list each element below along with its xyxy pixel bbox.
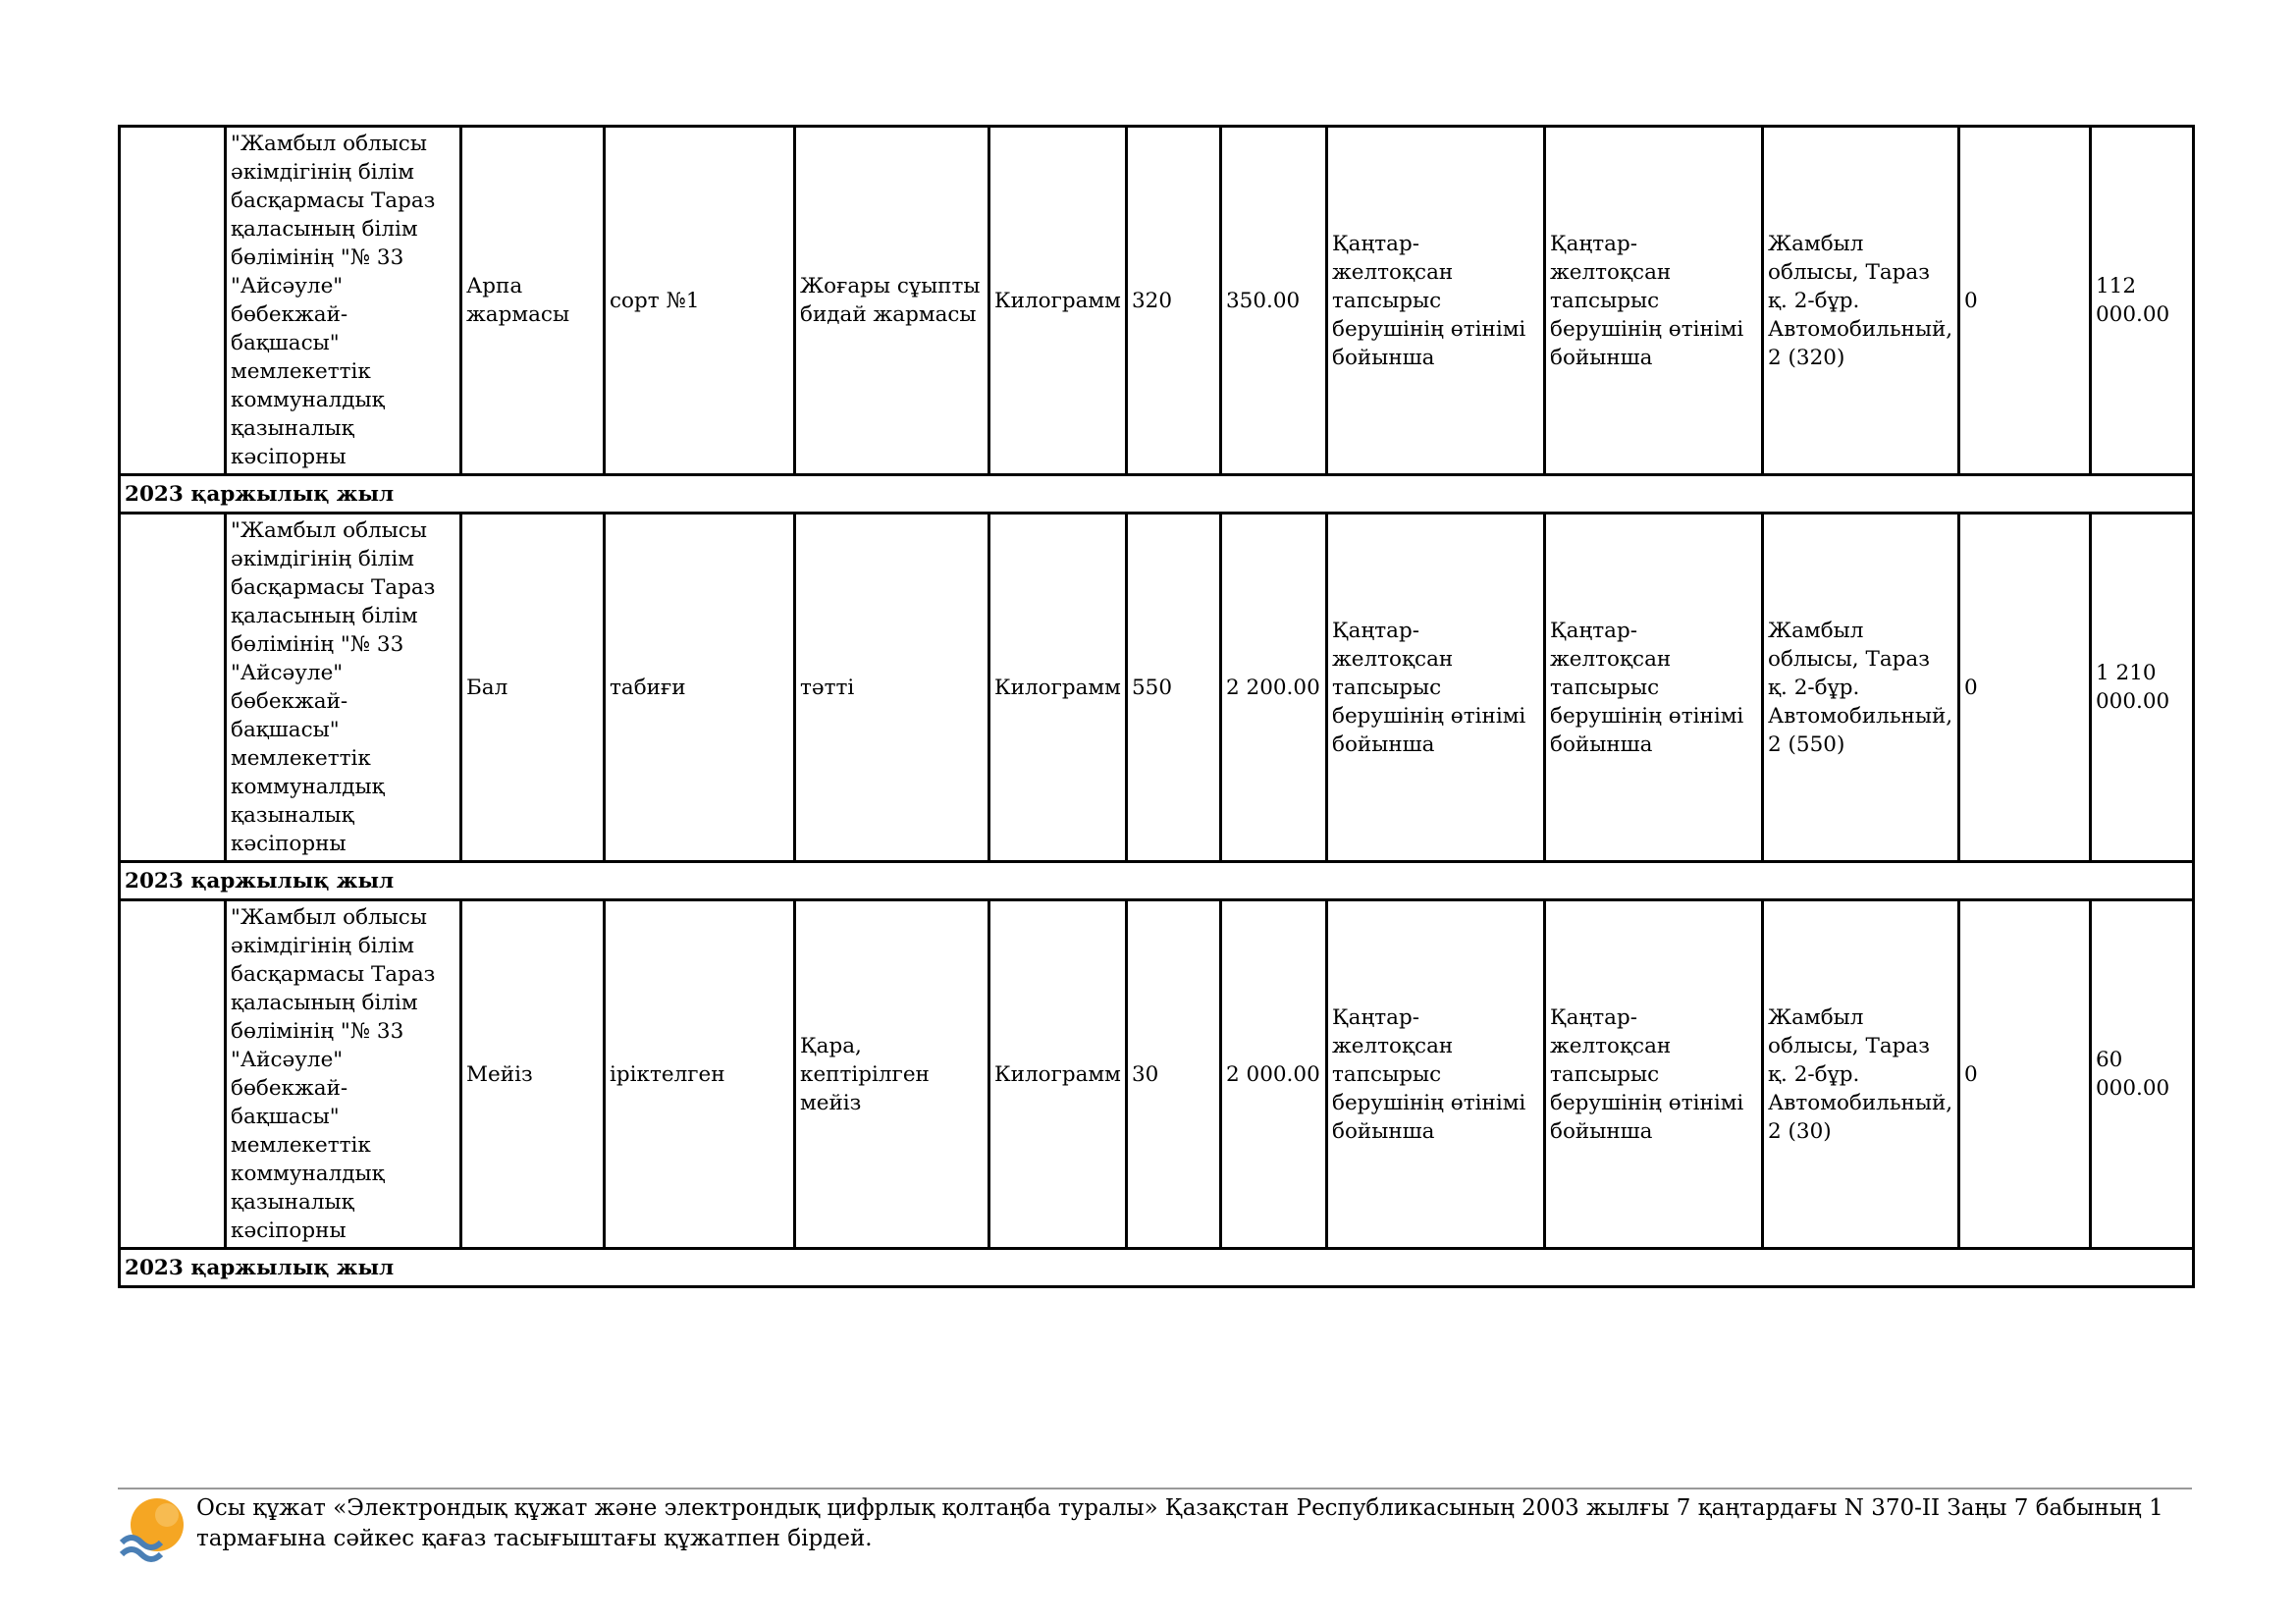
product-description-cell: тәтті <box>795 514 989 862</box>
product-grade-cell: табиғи <box>605 514 795 862</box>
fiscal-year-label: 2023 қаржылық жыл <box>120 862 2194 900</box>
quantity-cell: 550 <box>1127 514 1221 862</box>
product-name-cell: Арпа жармасы <box>461 127 605 475</box>
delivery-period-cell: Қаңтар-желтоқсан тапсырыс берушінің өтінімі бойынша <box>1327 900 1545 1249</box>
delivery-term-cell: Қаңтар-желтоқсан тапсырыс берушінің өтінімі бойынша <box>1545 900 1763 1249</box>
table-row <box>120 127 2194 475</box>
delivery-address-cell: Жамбыл облысы, Тараз қ. 2-бұр. Автомобильный, 2 (30) <box>1763 900 1959 1249</box>
advance-cell: 0 <box>1959 514 2091 862</box>
total-amount-cell: 60 000.00 <box>2091 900 2194 1249</box>
unit-price-cell: 2 000.00 <box>1221 900 1327 1249</box>
sun-highlight <box>155 1503 179 1527</box>
delivery-term-cell: Қаңтар-желтоқсан тапсырыс берушінің өтінімі бойынша <box>1545 514 1763 862</box>
delivery-period-cell: Қаңтар-желтоқсан тапсырыс берушінің өтінімі бойынша <box>1327 127 1545 475</box>
delivery-address-cell: Жамбыл облысы, Тараз қ. 2-бұр. Автомобильный, 2 (320) <box>1763 127 1959 475</box>
product-description-cell: Қара, кептірілген мейіз <box>795 900 989 1249</box>
unit-price-cell: 2 200.00 <box>1221 514 1327 862</box>
delivery-term-cell: Қаңтар-желтоқсан тапсырыс берушінің өтінімі бойынша <box>1545 127 1763 475</box>
advance-cell: 0 <box>1959 127 2091 475</box>
fiscal-year-row <box>120 1249 2194 1287</box>
fiscal-year-row <box>120 475 2194 514</box>
fiscal-year-row <box>120 862 2194 900</box>
table-row <box>120 514 2194 862</box>
product-grade-cell: сорт №1 <box>605 127 795 475</box>
delivery-period-cell: Қаңтар-желтоқсан тапсырыс берушінің өтінімі бойынша <box>1327 514 1545 862</box>
customer-cell: "Жамбыл облысы әкімдігінің білім басқармасы Тараз қаласының білім бөлімінің "№ 33 "Айсәуле" бөбекжай-бақшасы" мемлекеттік коммуналдық қазыналық кәсіпорны <box>226 127 461 475</box>
unit-cell: Килограмм <box>989 514 1127 862</box>
unit-price-cell: 350.00 <box>1221 127 1327 475</box>
customer-cell: "Жамбыл облысы әкімдігінің білім басқармасы Тараз қаласының білім бөлімінің "№ 33 "Айсәуле" бөбекжай-бақшасы" мемлекеттік коммуналдық қазыналық кәсіпорны <box>226 514 461 862</box>
quantity-cell: 30 <box>1127 900 1221 1249</box>
total-amount-cell: 1 210 000.00 <box>2091 514 2194 862</box>
row-number-cell <box>120 127 226 475</box>
fiscal-year-label: 2023 қаржылық жыл <box>120 1249 2194 1287</box>
product-name-cell: Мейіз <box>461 900 605 1249</box>
table-row <box>120 900 2194 1249</box>
advance-cell: 0 <box>1959 900 2091 1249</box>
row-number-cell <box>120 900 226 1249</box>
product-description-cell: Жоғары сұыпты бидай жармасы <box>795 127 989 475</box>
fiscal-year-label: 2023 қаржылық жыл <box>120 475 2194 514</box>
product-grade-cell: іріктелген <box>605 900 795 1249</box>
unit-cell: Килограмм <box>989 127 1127 475</box>
delivery-address-cell: Жамбыл облысы, Тараз қ. 2-бұр. Автомобильный, 2 (550) <box>1763 514 1959 862</box>
footer-divider <box>118 1488 2192 1489</box>
customer-cell: "Жамбыл облысы әкімдігінің білім басқармасы Тараз қаласының білім бөлімінің "№ 33 "Айсәуле" бөбекжай-бақшасы" мемлекеттік коммуналдық қазыналық кәсіпорны <box>226 900 461 1249</box>
legal-notice-text: Осы құжат «Электрондық құжат және электрондық цифрлық қолтаңба туралы» Қазақстан Республикасының 2003 жылғы 7 қаңтардағы N 370-II Заңы 7 бабының 1 тармағына сәйкес қағаз тасығыштағы құжатпен бірдей. <box>196 1495 2163 1551</box>
total-amount-cell: 112 000.00 <box>2091 127 2194 475</box>
procurement-table <box>118 125 2195 1288</box>
product-name-cell: Бал <box>461 514 605 862</box>
unit-cell: Килограмм <box>989 900 1127 1249</box>
footer <box>118 1493 2192 1564</box>
row-number-cell <box>120 514 226 862</box>
e-signature-logo-icon <box>118 1493 188 1564</box>
quantity-cell: 320 <box>1127 127 1221 475</box>
